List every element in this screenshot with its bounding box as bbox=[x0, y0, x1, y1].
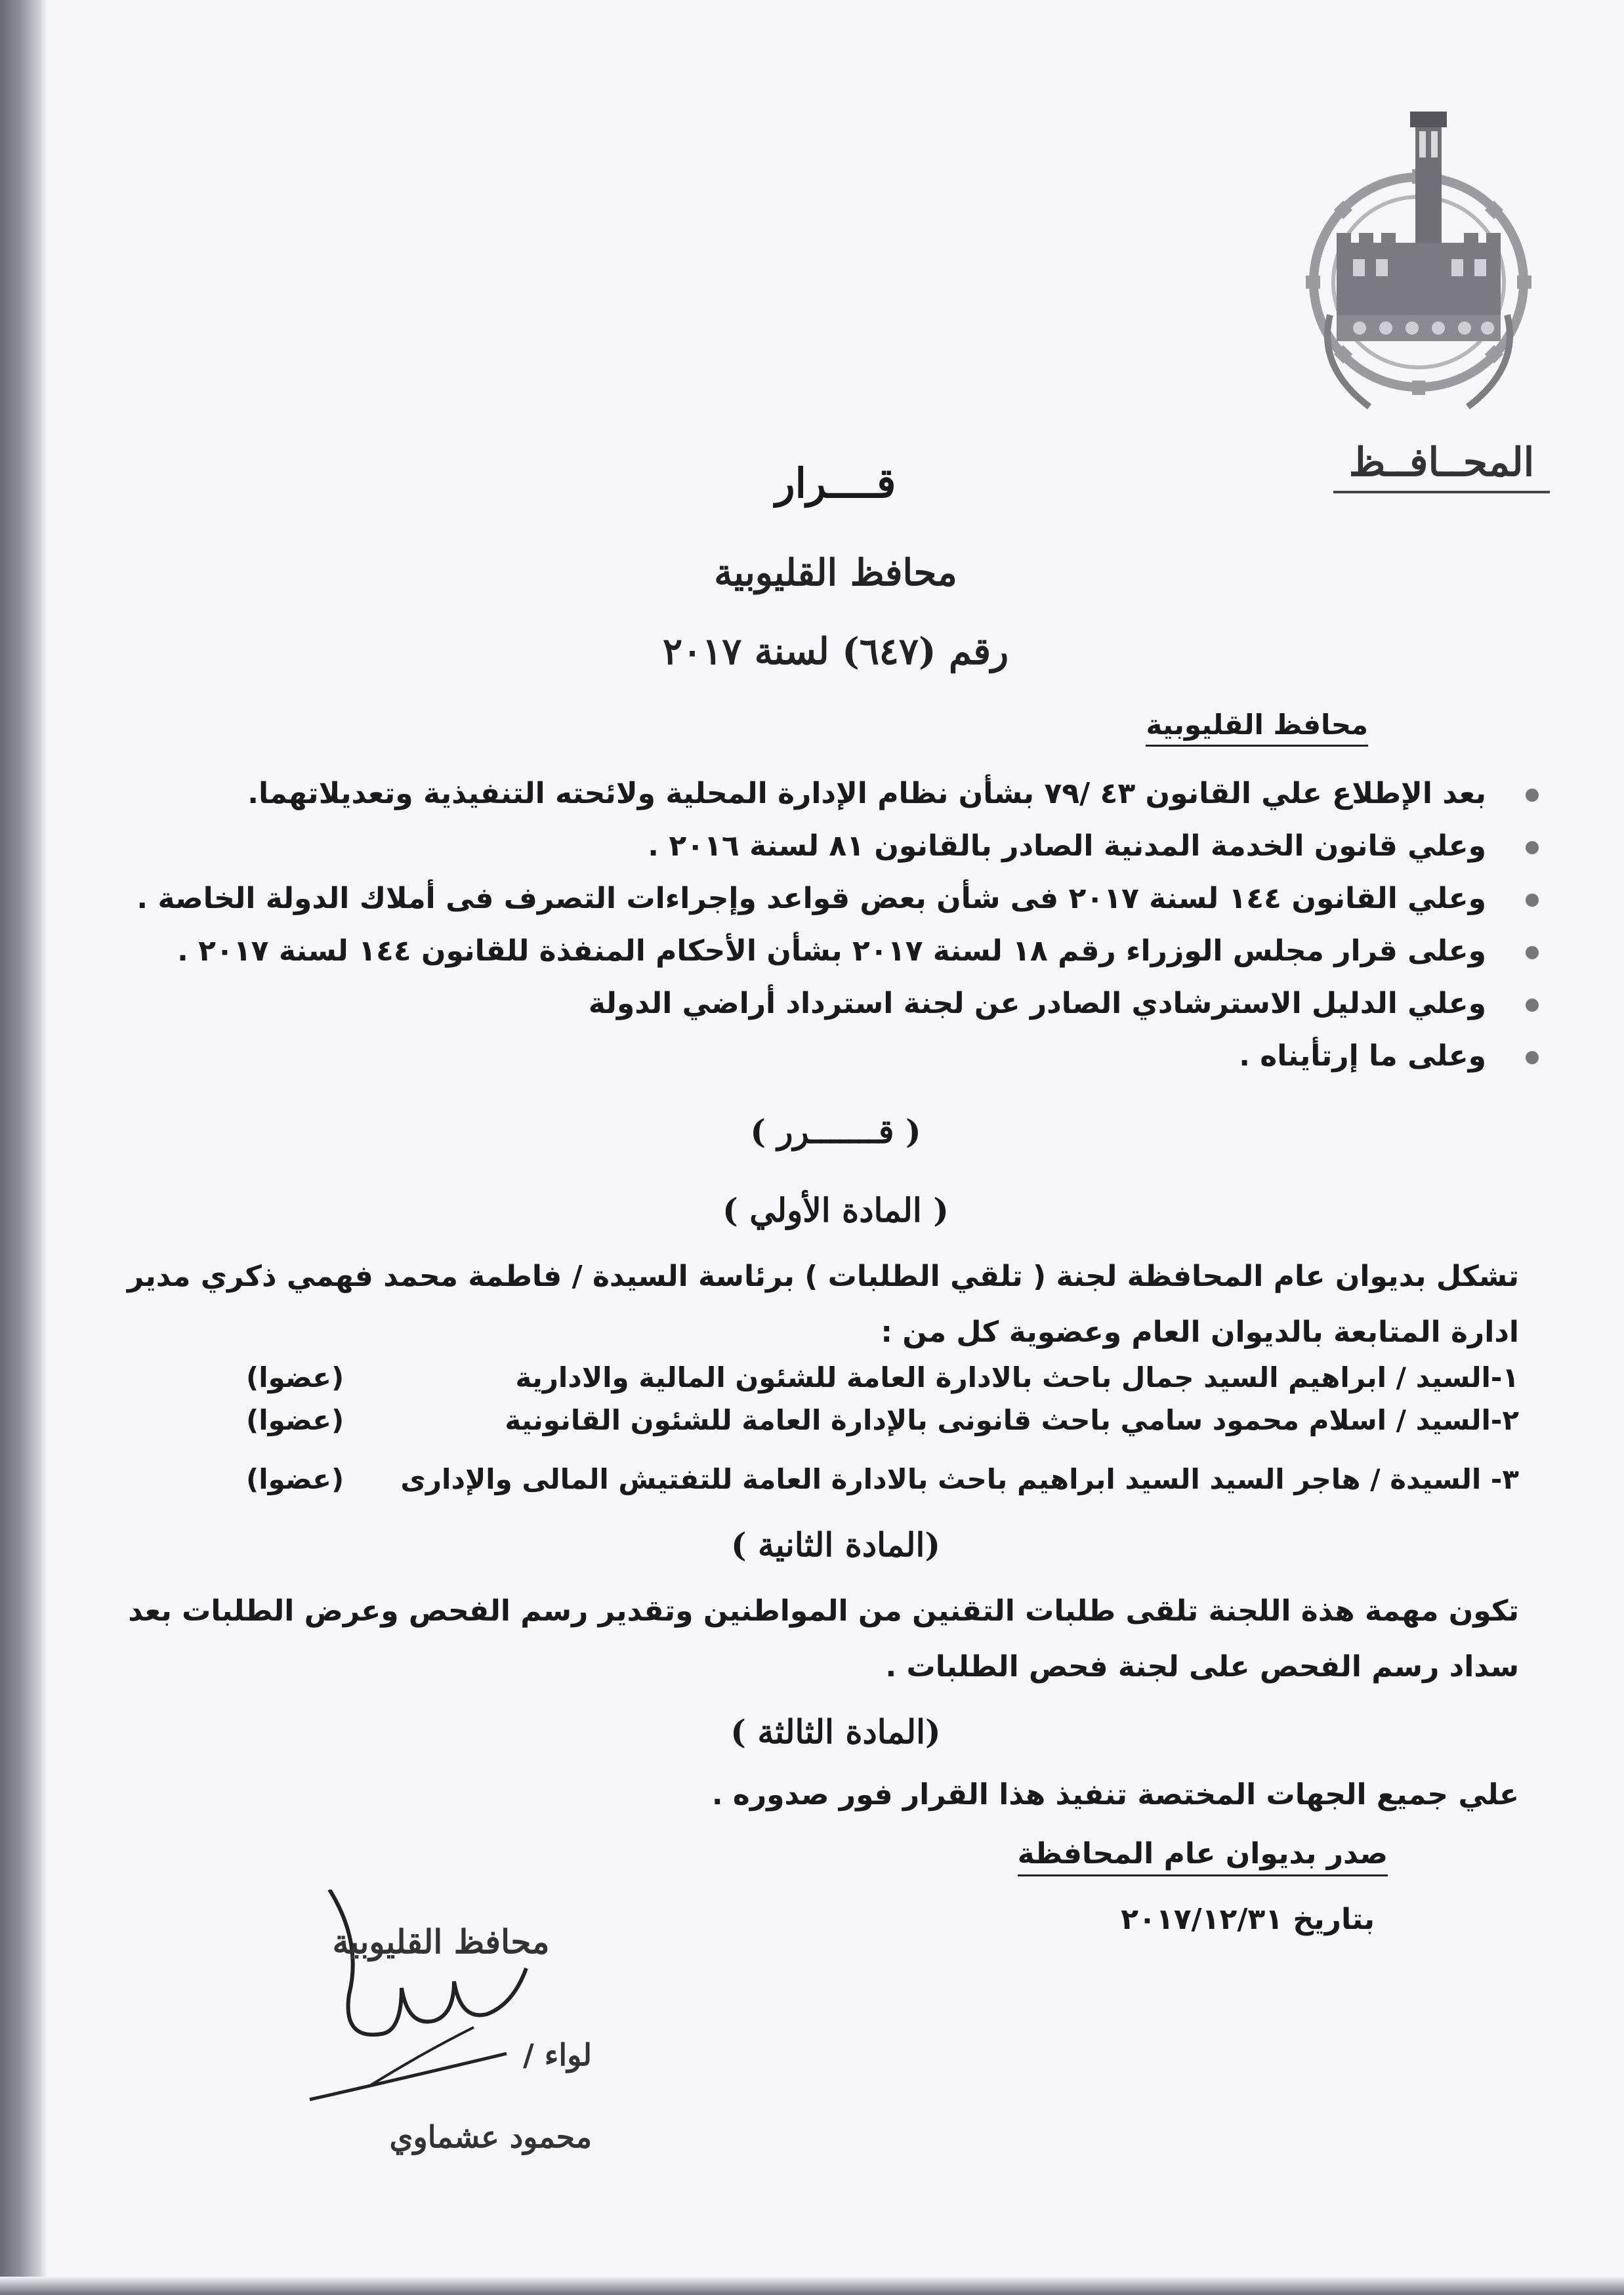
member-role: (عضوا) bbox=[246, 1361, 344, 1394]
article-3-line-1: علي جميع الجهات المختصة تنفيذ هذا القرار فور صدوره . bbox=[711, 1778, 1519, 1811]
member-role: (عضوا) bbox=[246, 1463, 344, 1495]
issuer-title: محافظ القليوبية bbox=[714, 551, 957, 594]
article-2-heading: (المادة الثانية ) bbox=[730, 1525, 941, 1564]
signature-block bbox=[290, 1922, 592, 2155]
recitals-list bbox=[136, 768, 1545, 1083]
scan-edge-left bbox=[0, 0, 47, 2295]
list-item bbox=[200, 978, 1545, 1030]
svg-text:محافظة القليوبية bbox=[1291, 105, 1308, 115]
decided-heading: ( قـــــــرر ) bbox=[750, 1112, 921, 1151]
table-row bbox=[207, 1463, 1519, 1502]
table-row bbox=[207, 1361, 1519, 1401]
signatory-title: محافظ القليوبية bbox=[332, 1922, 550, 1961]
member-name: ٢-السيد / اسلام محمود سامي باحث قانونى بالإدارة العامة للشئون القانونية bbox=[505, 1404, 1519, 1436]
bullet-icon bbox=[1526, 1051, 1539, 1064]
article-1-line-1: تشكل بديوان عام المحافظة لجنة ( تلقي الطلبات ) برئاسة السيدة / فاطمة محمد فهمي ذكري مدير bbox=[127, 1260, 1519, 1293]
signatory-rank: لواء / bbox=[522, 2037, 592, 2073]
member-name: ٣- السيدة / هاجر السيد السيد ابراهيم باحث بالادارة العامة للتفتيش المالى والإدارى bbox=[400, 1463, 1519, 1495]
signatory-name: محمود عشماوي bbox=[389, 2119, 592, 2155]
list-item bbox=[177, 925, 1545, 978]
list-item bbox=[200, 768, 1545, 820]
article-3-heading: (المادة الثالثة ) bbox=[730, 1712, 941, 1751]
recital-text: وعلي الدليل الاسترشادي الصادر عن لجنة استرداد أراضي الدولة bbox=[588, 987, 1486, 1020]
list-item bbox=[200, 1030, 1545, 1083]
list-item bbox=[200, 820, 1545, 873]
article-2-line-2: سداد رسم الفحص على لجنة فحص الطلبات . bbox=[885, 1650, 1519, 1684]
decision-title: قــــرار bbox=[775, 459, 896, 507]
emblem-org-name bbox=[1291, 105, 1308, 115]
recital-text: وعلى قرار مجلس الوزراء رقم ١٨ لسنة ٢٠١٧ بشأن الأحكام المنفذة للقانون ١٤٤ لسنة ٢٠١٧ . bbox=[177, 934, 1486, 968]
member-name: ١-السيد / ابراهيم السيد جمال باحث بالادارة العامة للشئون المالية والادارية bbox=[515, 1361, 1519, 1394]
bullet-icon bbox=[1526, 946, 1539, 959]
recital-text: وعلي القانون ١٤٤ لسنة ٢٠١٧ فى شأن بعض قواعد وإجراءات التصرف فى أملاك الدولة الخاصة . bbox=[136, 882, 1486, 915]
decision-number: رقم (٦٤٧) لسنة ٢٠١٧ bbox=[662, 630, 1009, 673]
article-2-line-1: تكون مهمة هذة اللجنة تلقى طلبات التقنين من المواطنين وتقدير رسم الفحص وعرض الطلبات بعد bbox=[128, 1594, 1519, 1628]
document-page bbox=[47, 0, 1624, 2277]
recital-text: بعد الإطلاع علي القانون ٤٣ /٧٩ بشأن نظام الإدارة المحلية ولائحته التنفيذية وتعديلاتهما. bbox=[247, 777, 1486, 810]
article-1-line-2: ادارة المتابعة بالديوان العام وعضوية كل من : bbox=[881, 1315, 1519, 1349]
bullet-icon bbox=[1526, 894, 1539, 907]
scan-edge-bottom bbox=[0, 2277, 1624, 2295]
member-role: (عضوا) bbox=[246, 1404, 344, 1436]
issued-date: بتاريخ ٢٠١٧/١٢/٣١ bbox=[1121, 1903, 1375, 1936]
table-row bbox=[207, 1404, 1519, 1443]
addressee-heading: محافظ القليوبية bbox=[1146, 709, 1368, 747]
bullet-icon bbox=[1526, 841, 1539, 854]
recital-text: وعلي قانون الخدمة المدنية الصادر بالقانون ٨١ لسنة ٢٠١٦ . bbox=[648, 829, 1486, 863]
list-item bbox=[136, 873, 1545, 925]
bullet-icon bbox=[1526, 999, 1539, 1012]
bullet-icon bbox=[1526, 789, 1539, 802]
article-1-heading: ( المادة الأولي ) bbox=[722, 1191, 949, 1230]
emblem-caption: المحــافــظ bbox=[1333, 440, 1550, 493]
recital-text: وعلى ما إرتأيناه . bbox=[1239, 1039, 1486, 1073]
issued-place: صدر بديوان عام المحافظة bbox=[1018, 1837, 1388, 1871]
